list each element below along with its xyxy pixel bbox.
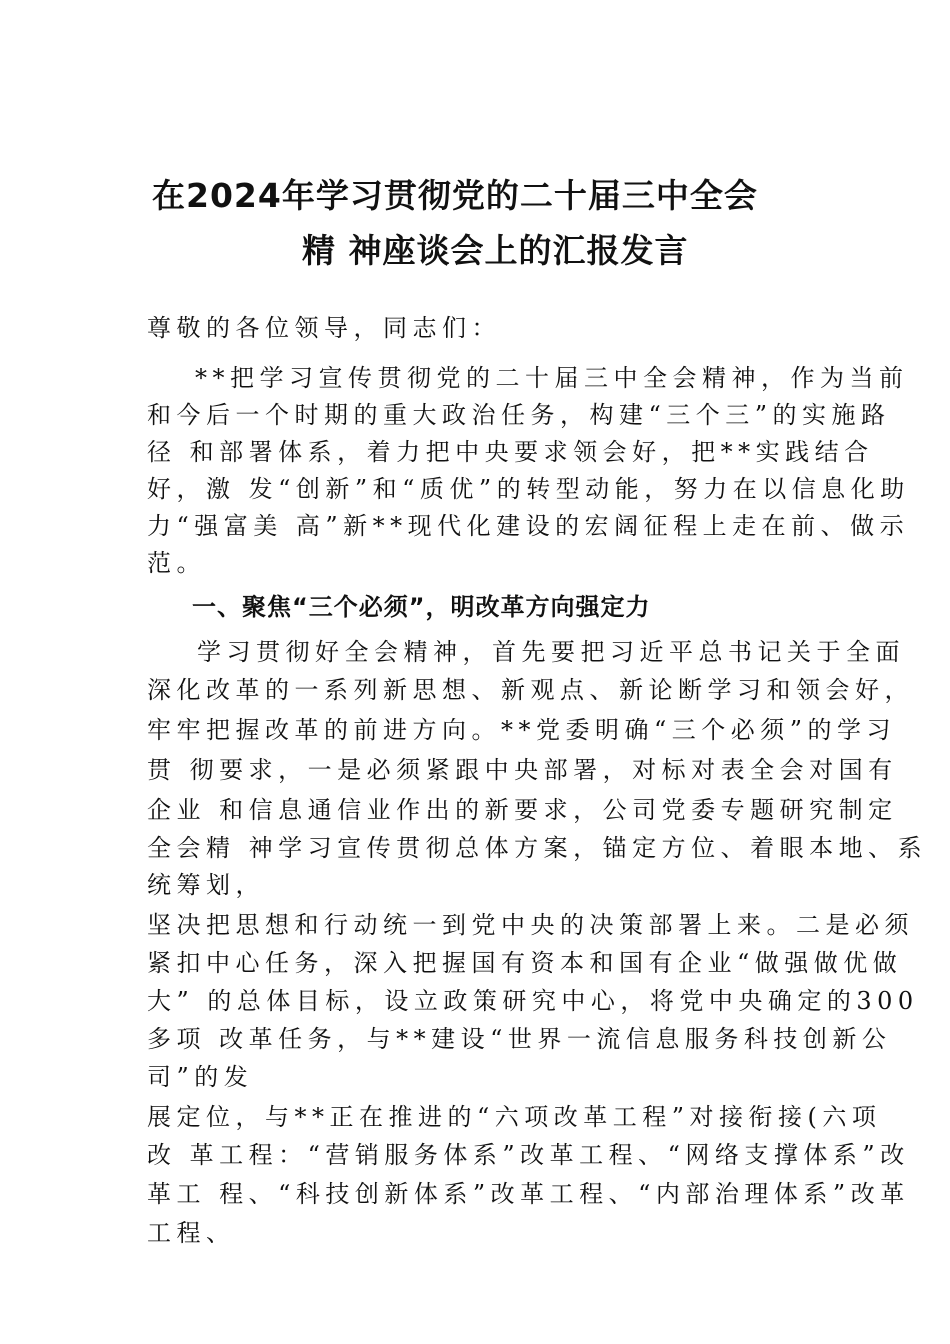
intro-line: **把学习宣传贯彻党的二十届三中全会精神，作为当前 — [195, 364, 909, 392]
intro-line: 和今后一个时期的重大政治任务，构建“三个三”的实施路 — [147, 401, 891, 429]
intro-line: 范。 — [147, 549, 206, 577]
body-line: 展定位，与**正在推进的“六项改革工程”对接衔接(六项 — [147, 1103, 882, 1131]
body-line: 统筹划， — [147, 871, 265, 899]
body-line: 工程、 — [147, 1219, 236, 1247]
body-line: 多项 改革任务，与**建设“世界一流信息服务科技创新公 — [147, 1025, 892, 1053]
intro-line: 径 和部署体系，着力把中央要求领会好，把**实践结合 — [147, 438, 874, 466]
intro-line: 力“强富美 高”新**现代化建设的宏阔征程上走在前、做示 — [147, 512, 910, 540]
document-title-line-1: 在2024年学习贯彻党的二十届三中全会 — [152, 176, 758, 215]
section-heading-1: 一、聚焦“三个必须”，明改革方向强定力 — [192, 593, 651, 621]
body-line: 改 革工程：“营销服务体系”改革工程、“网络支撑体系”改 — [147, 1141, 910, 1169]
body-line: 紧扣中心任务，深入把握国有资本和国有企业“做强做优做 — [147, 949, 903, 977]
body-line: 坚决把思想和行动统一到党中央的决策部署上来。二是必须 — [147, 911, 914, 939]
document-title-line-2: 精 神座谈会上的汇报发言 — [302, 231, 689, 270]
body-line: 大” 的总体目标，设立政策研究中心，将党中央确定的300 — [147, 987, 919, 1015]
body-line: 牢牢把握改革的前进方向。**党委明确“三个必须”的学习 — [147, 716, 897, 744]
body-line: 革工 程、“科技创新体系”改革工程、“内部治理体系”改革 — [147, 1180, 910, 1208]
intro-line: 好，激 发“创新”和“质优”的转型动能，努力在以信息化助 — [147, 475, 910, 503]
body-line: 企业 和信息通信业作出的新要求，公司党委专题研究制定 — [147, 796, 898, 824]
body-line: 深化改革的一系列新思想、新观点、新论断学习和领会好， — [147, 676, 914, 704]
body-line: 司”的发 — [147, 1063, 254, 1091]
body-line: 全会精 神学习宣传贯彻总体方案，锚定方位、着眼本地、系 — [147, 834, 928, 862]
greeting: 尊敬的各位领导，同志们： — [147, 314, 501, 342]
body-line: 学习贯彻好全会精神，首先要把习近平总书记关于全面 — [197, 638, 905, 666]
body-line: 贯 彻要求，一是必须紧跟中央部署，对标对表全会对国有 — [147, 756, 898, 784]
